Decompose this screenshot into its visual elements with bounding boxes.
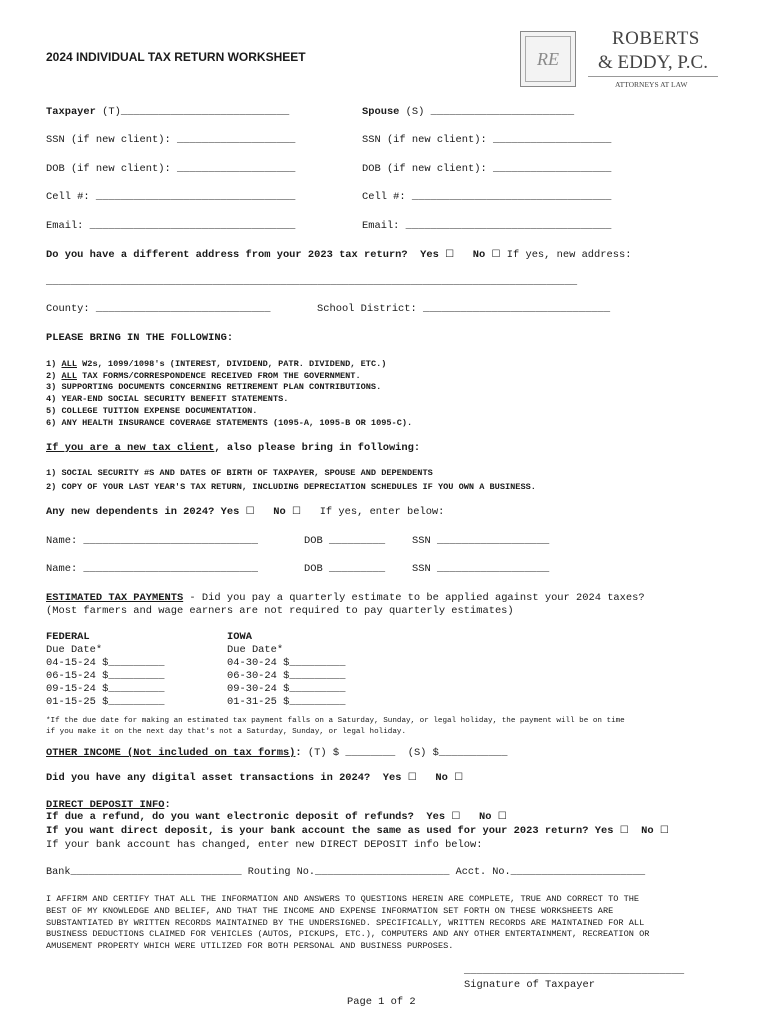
address-yes-label: Yes: [420, 249, 439, 261]
logo-monogram: RE: [525, 36, 571, 82]
estimated-question: - Did you pay a quarterly estimate to be applied against your 2024 taxes?: [183, 592, 645, 604]
direct-deposit-q1-row: [46, 811, 507, 823]
bank-info-fields[interactable]: Bank____________________________ Routing No.______________________ Acct. No.______________________: [46, 867, 646, 878]
bring-item-text: ANY HEALTH INSURANCE COVERAGE STATEMENTS (1095-A, 1095-B OR 1095-C).: [61, 417, 413, 428]
signature-label: Signature of Taxpayer: [464, 979, 595, 991]
new-client-heading-underlined: If you are a new tax client: [46, 442, 215, 454]
direct-deposit-q2-row: [46, 825, 669, 837]
address-question: Do you have a different address from your 2023 tax return?: [46, 249, 408, 261]
estimated-heading-row: [46, 592, 645, 604]
digital-no-label: No: [435, 772, 448, 784]
direct-deposit-heading-text: DIRECT DEPOSIT INFO: [46, 799, 165, 811]
digital-no-checkbox[interactable]: ☐: [454, 772, 464, 783]
bring-item: [46, 406, 257, 416]
dependent-1-dob-field[interactable]: DOB _________: [304, 535, 386, 547]
firm-logo: [520, 31, 576, 87]
iowa-payment-1[interactable]: 04-30-24 $_________: [227, 657, 346, 669]
bring-item: [46, 359, 386, 369]
digital-asset-question: Did you have any digital asset transactions in 2024?: [46, 772, 371, 784]
taxpayer-ssn-field[interactable]: SSN (if new client): ___________________: [46, 134, 296, 146]
dependents-yes-checkbox[interactable]: ☐: [245, 506, 255, 517]
spouse-label: Spouse: [362, 106, 400, 118]
spouse-name-field[interactable]: _______________________: [430, 106, 575, 118]
federal-label: FEDERAL: [46, 631, 90, 643]
federal-payment-1[interactable]: 04-15-24 $_________: [46, 657, 165, 669]
dependent-1-name-field[interactable]: Name: ____________________________: [46, 535, 259, 547]
direct-deposit-q2-no-checkbox[interactable]: ☐: [659, 825, 669, 836]
direct-deposit-q1-yes-label: Yes: [426, 811, 446, 823]
page-title: 2024 INDIVIDUAL TAX RETURN WORKSHEET: [46, 50, 306, 64]
bring-heading: PLEASE BRING IN THE FOLLOWING:: [46, 332, 234, 344]
dependent-2-dob-field[interactable]: DOB _________: [304, 563, 386, 575]
new-client-item-2: 2) COPY OF YOUR LAST YEAR'S TAX RETURN, INCLUDING DEPRECIATION SCHEDULES IF YOU OWN A BUSINESS.: [46, 482, 536, 492]
dependents-question: Any new dependents in 2024?: [46, 506, 215, 518]
direct-deposit-q2-yes-checkbox[interactable]: ☐: [619, 825, 629, 836]
firm-tagline: ATTORNEYS AT LAW: [615, 80, 688, 89]
estimated-note: (Most farmers and wage earners are not required to pay quarterly estimates): [46, 605, 514, 617]
dependents-question-row: [46, 506, 444, 518]
firm-name-line1: ROBERTS: [612, 28, 700, 49]
bring-item-text: SUPPORTING DOCUMENTS CONCERNING RETIREMENT PLAN CONTRIBUTIONS.: [61, 382, 382, 393]
new-client-heading-rest: , also please bring in following:: [214, 442, 421, 454]
taxpayer-cell-field[interactable]: Cell #: ________________________________: [46, 191, 296, 203]
firm-name-line2: & EDDY, P.C.: [598, 52, 708, 73]
direct-deposit-colon: :: [164, 799, 171, 811]
iowa-label: IOWA: [227, 631, 252, 643]
direct-deposit-q3: If your bank account has changed, enter new DIRECT DEPOSIT info below:: [46, 839, 483, 851]
dependents-yes-label: Yes: [220, 506, 240, 518]
bring-item-text: YEAR-END SOCIAL SECURITY BENEFIT STATEMENTS.: [61, 394, 289, 405]
dependents-no-checkbox[interactable]: ☐: [292, 506, 301, 517]
affirm-line-3: SUBSTANTIATED BY WRITTEN RECORDS MAINTAINED BY THE UNDERSIGNED. SPECIFICALLY, WRITTEN RECORDS ARE MAINTAINED FOR ALL: [46, 918, 645, 928]
direct-deposit-q1: If due a refund, do you want electronic deposit of refunds?: [46, 811, 414, 823]
affirm-line-4: BUSINESS DEDUCTIONS CLAIMED FOR VEHICLES (AUTOS, PICKUPS, ETC.), COMPUTERS AND ANY OTHER ENTERTAINMENT, RECREATION OR: [46, 929, 650, 939]
affirm-line-1: I AFFIRM AND CERTIFY THAT ALL THE INFORMATION AND ANSWERS TO QUESTIONS HEREIN ARE COMPLETE, TRUE AND CORRECT TO THE: [46, 894, 640, 904]
iowa-due-label: Due Date*: [227, 644, 284, 656]
direct-deposit-q1-no-checkbox[interactable]: ☐: [497, 811, 507, 822]
dependent-1-ssn-field[interactable]: SSN __________________: [412, 535, 550, 547]
taxpayer-name-field[interactable]: ___________________________: [120, 106, 290, 118]
affirm-line-5: AMUSEMENT PROPERTY WHICH WERE UTILIZED FOR BOTH PERSONAL AND BUSINESS PURPOSES.: [46, 941, 454, 951]
other-income-colon: :: [295, 747, 302, 759]
new-address-field[interactable]: ______________________________________________________________________________________: [46, 276, 578, 288]
taxpayer-dob-field[interactable]: DOB (if new client): ___________________: [46, 163, 296, 175]
federal-payment-2[interactable]: 06-15-24 $_________: [46, 670, 165, 682]
spouse-email-field[interactable]: Email: _________________________________: [362, 220, 612, 232]
spouse-ssn-field[interactable]: SSN (if new client): ___________________: [362, 134, 612, 146]
iowa-payment-3[interactable]: 09-30-24 $_________: [227, 683, 346, 695]
taxpayer-code: (T): [102, 106, 121, 118]
new-client-heading: [46, 442, 420, 454]
address-question-row: [46, 249, 631, 261]
taxpayer-label: Taxpayer: [46, 106, 96, 118]
iowa-payment-4[interactable]: 01-31-25 $_________: [227, 696, 346, 708]
direct-deposit-q1-no-label: No: [479, 811, 492, 823]
spouse-dob-field[interactable]: DOB (if new client): ___________________: [362, 163, 612, 175]
bring-item-number: 5): [46, 405, 57, 416]
bring-item-emphasis: ALL: [61, 359, 77, 369]
spouse-cell-field[interactable]: Cell #: ________________________________: [362, 191, 612, 203]
bring-item-number: 6): [46, 417, 57, 428]
other-income-taxpayer-field[interactable]: (T) $ ________: [307, 747, 396, 759]
logo-rule: [588, 76, 718, 77]
bring-item: [46, 382, 381, 392]
bring-item-number: 1): [46, 359, 57, 369]
bring-item-number: 2): [46, 370, 57, 381]
dependent-2-name-field[interactable]: Name: ____________________________: [46, 563, 259, 575]
affirm-line-2: BEST OF MY KNOWLEDGE AND BELIEF, AND THAT THE INCOME AND EXPENSE INFORMATION SET FORTH ON THESE WORKSHEETS ARE: [46, 906, 614, 916]
address-yes-checkbox[interactable]: ☐: [445, 249, 455, 260]
bring-item-text: W2s, 1099/1098's (INTEREST, DIVIDEND, PATR. DIVIDEND, ETC.): [76, 359, 387, 369]
taxpayer-name-row: [46, 106, 289, 118]
address-tail: If yes, new address:: [506, 249, 632, 261]
county-field[interactable]: County: ____________________________: [46, 303, 271, 315]
dependent-2-ssn-field[interactable]: SSN __________________: [412, 563, 550, 575]
other-income-heading: OTHER INCOME (Not included on tax forms): [46, 747, 296, 759]
spouse-code: (S): [405, 106, 425, 118]
bring-item: [46, 418, 412, 428]
bring-item-text: TAX FORMS/CORRESPONDENCE RECEIVED FROM THE GOVERNMENT.: [76, 370, 361, 381]
signature-field[interactable]: ____________________________________: [464, 966, 685, 977]
estimated-footnote-2: if you make it on the next day that's not a Saturday, Sunday, or legal holiday.: [46, 728, 407, 736]
other-income-spouse-field[interactable]: (S) $___________: [407, 747, 508, 759]
iowa-payment-2[interactable]: 06-30-24 $_________: [227, 670, 346, 682]
direct-deposit-heading: [46, 799, 171, 811]
other-income-row: [46, 747, 507, 759]
bring-item-text: COLLEGE TUITION EXPENSE DOCUMENTATION.: [61, 405, 258, 416]
page-number: Page 1 of 2: [347, 996, 416, 1008]
spouse-name-row: [362, 106, 574, 118]
federal-payment-3[interactable]: 09-15-24 $_________: [46, 683, 165, 695]
bring-item-number: 4): [46, 394, 57, 405]
school-district-field[interactable]: School District: ______________________________: [317, 303, 611, 315]
dependents-no-label: No: [273, 506, 286, 518]
federal-due-label: Due Date*: [46, 644, 103, 656]
digital-yes-label: Yes: [382, 772, 402, 784]
taxpayer-email-field[interactable]: Email: _________________________________: [46, 220, 296, 232]
bring-item-number: 3): [46, 382, 57, 393]
bring-item: [46, 371, 361, 381]
estimated-footnote-1: *If the due date for making an estimated tax payment falls on a Saturday, Sunday, or legal holiday, the payment will be on time: [46, 717, 625, 725]
digital-yes-checkbox[interactable]: ☐: [407, 772, 417, 783]
direct-deposit-q2-no-label: No: [641, 825, 654, 837]
bring-item: [46, 394, 288, 404]
estimated-heading: ESTIMATED TAX PAYMENTS: [46, 592, 184, 604]
direct-deposit-q1-yes-checkbox[interactable]: ☐: [451, 811, 461, 822]
bring-item-emphasis: ALL: [61, 370, 77, 381]
digital-asset-row: [46, 772, 463, 784]
federal-payment-4[interactable]: 01-15-25 $_________: [46, 696, 165, 708]
address-no-checkbox[interactable]: ☐: [491, 249, 501, 260]
dependents-tail: If yes, enter below:: [319, 506, 445, 518]
address-no-label: No: [472, 249, 486, 261]
new-client-item-1: 1) SOCIAL SECURITY #S AND DATES OF BIRTH OF TAXPAYER, SPOUSE AND DEPENDENTS: [46, 468, 433, 478]
direct-deposit-q2-yes-label: Yes: [594, 825, 614, 837]
direct-deposit-q2: If you want direct deposit, is your bank account the same as used for your 2023 return?: [46, 825, 589, 837]
